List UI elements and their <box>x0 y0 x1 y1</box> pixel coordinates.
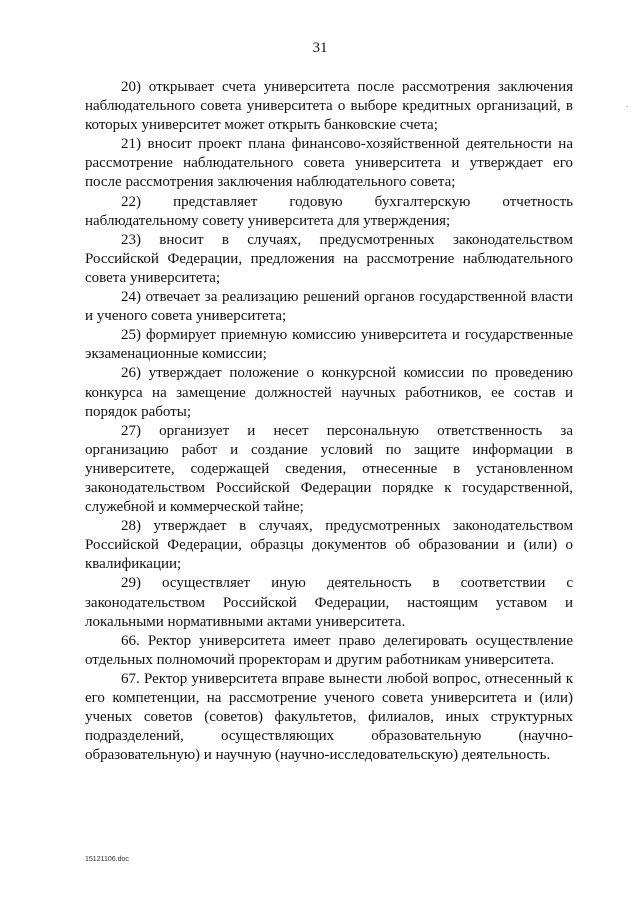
margin-mark: . <box>626 100 629 109</box>
paragraph-item-23: 23) вносит в случаях, предусмотренных законодательством Российской Федерации, предложения на рассмотрение наблюдательного совета университета; <box>85 231 573 286</box>
paragraph-section-66: 66. Ректор университета имеет право делегировать осуществление отдельных полномочий проректорам и другим работникам университета. <box>85 632 573 668</box>
paragraph-item-20: 20) открывает счета университета после рассмотрения заключения наблюдательного совета университета о выборе кредитных организаций, в которых университет может открыть банковские счета; <box>85 79 573 134</box>
paragraph-item-29: 29) осуществляет иную деятельность в соответствии с законодательством Российской Федерации, настоящим уставом и локальными нормативными актами университета. <box>85 575 573 630</box>
paragraph-item-25: 25) формирует приемную комиссию университета и государственные экзаменационные комиссии; <box>85 327 573 363</box>
footer-filename: 15121106.doc <box>85 856 129 863</box>
paragraph-item-26: 26) утверждает положение о конкурсной комиссии по проведению конкурса на замещение должностей научных работников, ее состав и порядок работы; <box>85 365 573 420</box>
paragraph-item-21: 21) вносит проект плана финансово-хозяйственной деятельности на рассмотрение наблюдательного совета университета и утверждает его после рассмотрения заключения наблюдательного совета; <box>85 136 573 191</box>
paragraph-item-22: 22) представляет годовую бухгалтерскую отчетность наблюдательному совету университета для утверждения; <box>85 193 573 229</box>
paragraph-item-24: 24) отвечает за реализацию решений органов государственной власти и ученого совета университета; <box>85 289 573 325</box>
document-body <box>85 78 573 765</box>
paragraph-item-27: 27) организует и несет персональную ответственность за организацию работ и создание условий по защите информации в университете, содержащей сведения, отнесенные в установленном законодательством Российской Федерации порядке к государственной, служебной и коммерческой тайне; <box>85 422 573 516</box>
paragraph-item-28: 28) утверждает в случаях, предусмотренных законодательством Российской Федерации, образцы документов об образовании и (или) о квалификации; <box>85 518 573 573</box>
page-number: 31 <box>312 40 328 56</box>
paragraph-section-67: 67. Ректор университета вправе вынести любой вопрос, отнесенный к его компетенции, на рассмотрение ученого совета университета и (или) ученых советов (советов) факультетов, филиалов, иных структурных подразделений, осуществляющих образовательную (научно-образовательную) и научную (научно-исследовательскую) деятельность. <box>85 670 573 764</box>
